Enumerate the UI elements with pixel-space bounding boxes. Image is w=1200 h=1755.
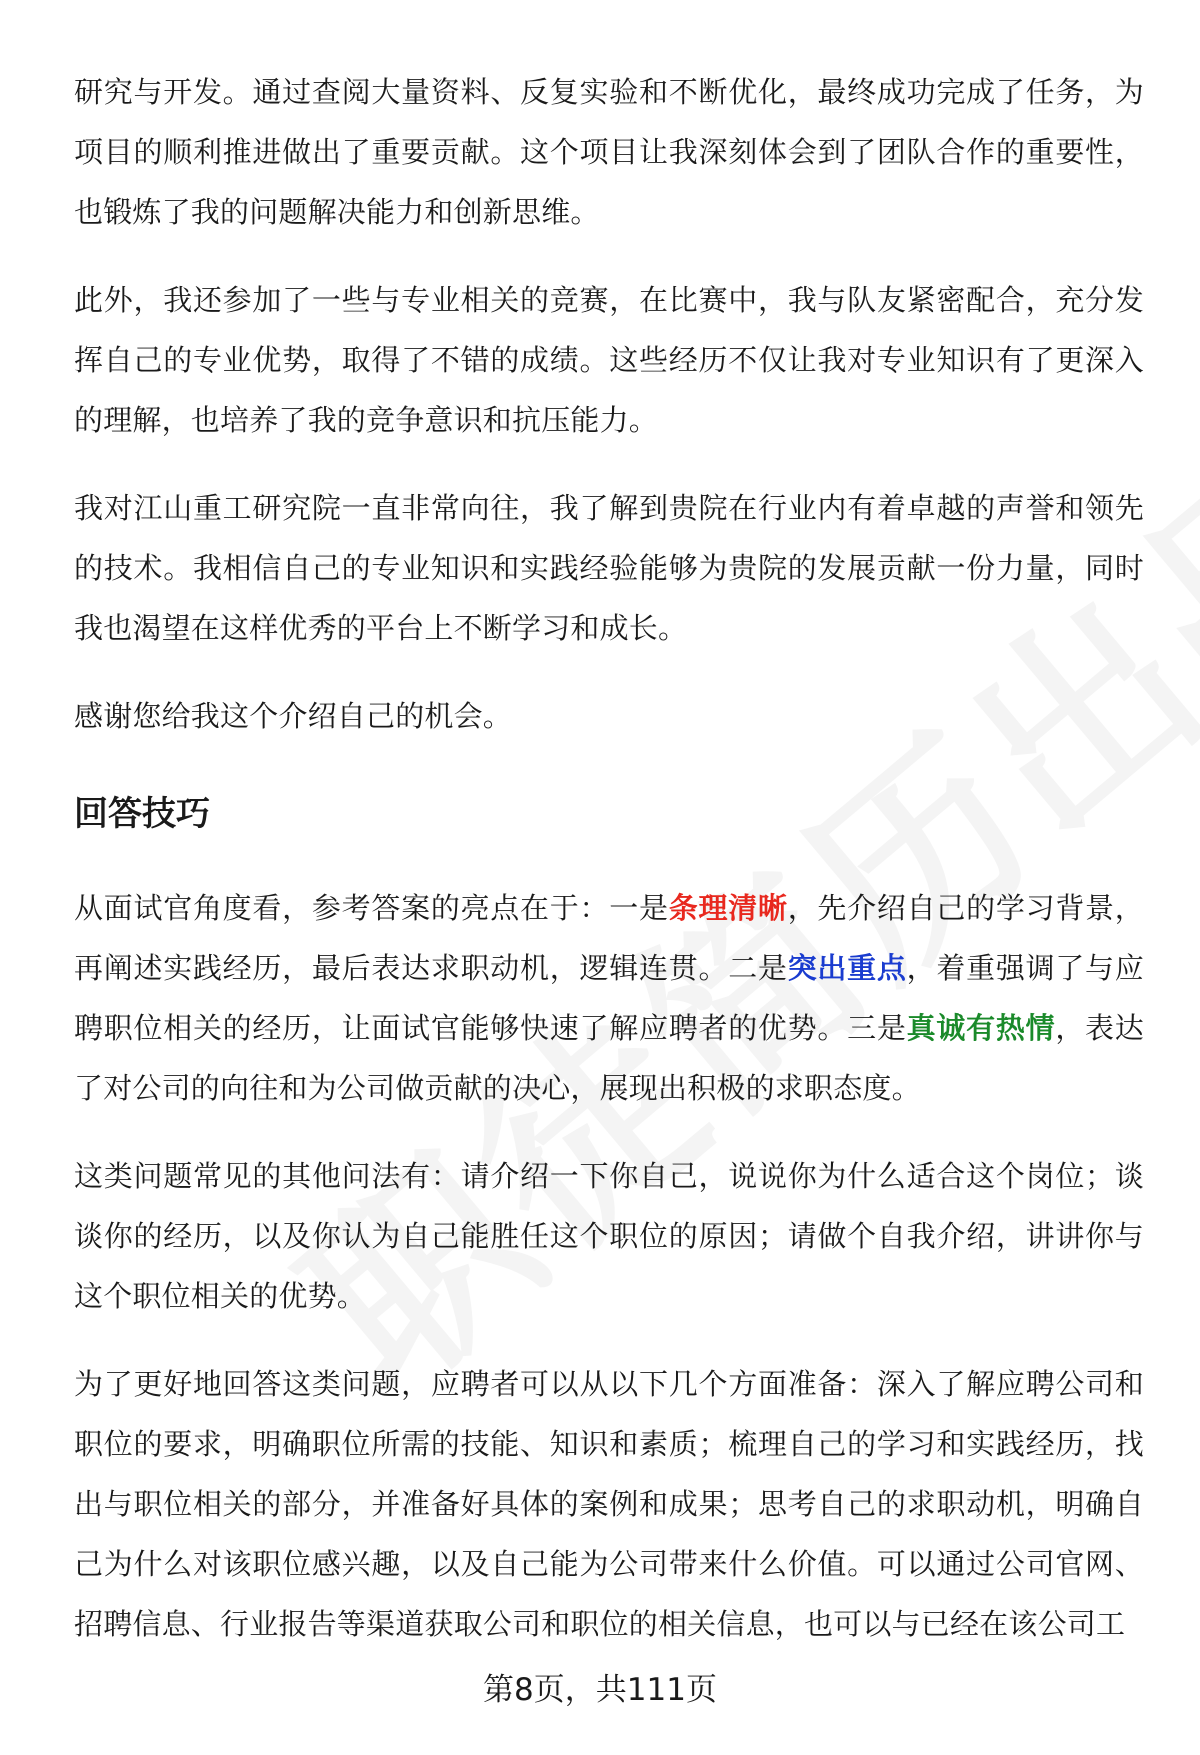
page-number: 第8页，共111页	[483, 1672, 717, 1708]
highlight-sincere: 真诚有热情	[906, 1011, 1056, 1045]
paragraph-motivation: 我对江山重工研究院一直非常向往，我了解到贵院在行业内有着卓越的声誉和领先的技术。我相信自己的专业知识和实践经验能够为贵院的发展贡献一份力量，同时我也渴望在这样优秀的平台上不断学习和成长。	[74, 491, 1144, 645]
document-body	[74, 62, 1144, 1682]
paragraph-thanks: 感谢您给我这个介绍自己的机会。	[74, 699, 513, 733]
tips-text-1: 从面试官角度看，参考答案的亮点在于：一是	[74, 891, 669, 925]
paragraph-competitions: 此外，我还参加了一些与专业相关的竞赛，在比赛中，我与队友紧密配合，充分发挥自己的专业优势，取得了不错的成绩。这些经历不仅让我对专业知识有了更深入的理解，也培养了我的竞争意识和抗压能力。	[74, 283, 1144, 437]
tips-text-3: ，着重强调了与应聘职位相关的经历，让面试官能够快速了解应聘者的优势。三是	[74, 951, 1144, 1045]
paragraph-preparation: 为了更好地回答这类问题，应聘者可以从以下几个方面准备：深入了解应聘公司和职位的要求，明确职位所需的技能、知识和素质；梳理自己的学习和实践经历，找出与职位相关的部分，并准备好具体的案例和成果；思考自己的求职动机，明确自己为什么对该职位感兴趣，以及自己能为公司带来什么价值。可以通过公司官网、招聘信息、行业报告等渠道获取公司和职位的相关信息，也可以与已经在该公司工	[74, 1367, 1144, 1641]
paragraph-tips	[74, 878, 1144, 1118]
tips-text-4: ，表达了对公司的向往和为公司做贡献的决心，展现出积极的求职态度。	[74, 1011, 1144, 1105]
section-heading: 回答技巧	[74, 794, 210, 834]
paragraph-research: 研究与开发。通过查阅大量资料、反复实验和不断优化，最终成功完成了任务，为项目的顺利推进做出了重要贡献。这个项目让我深刻体会到了团队合作的重要性，也锻炼了我的问题解决能力和创新思维。	[74, 75, 1144, 229]
highlight-clear-structure: 条理清晰	[668, 891, 788, 925]
highlight-focus: 突出重点	[787, 951, 907, 985]
paragraph-variants: 这类问题常见的其他问法有：请介绍一下你自己，说说你为什么适合这个岗位；谈谈你的经历，以及你认为自己能胜任这个职位的原因；请做个自我介绍，讲讲你与这个职位相关的优势。	[74, 1159, 1144, 1313]
tips-text-2: ，先介绍自己的学习背景，再阐述实践经历，最后表达求职动机，逻辑连贯。二是	[74, 891, 1144, 985]
